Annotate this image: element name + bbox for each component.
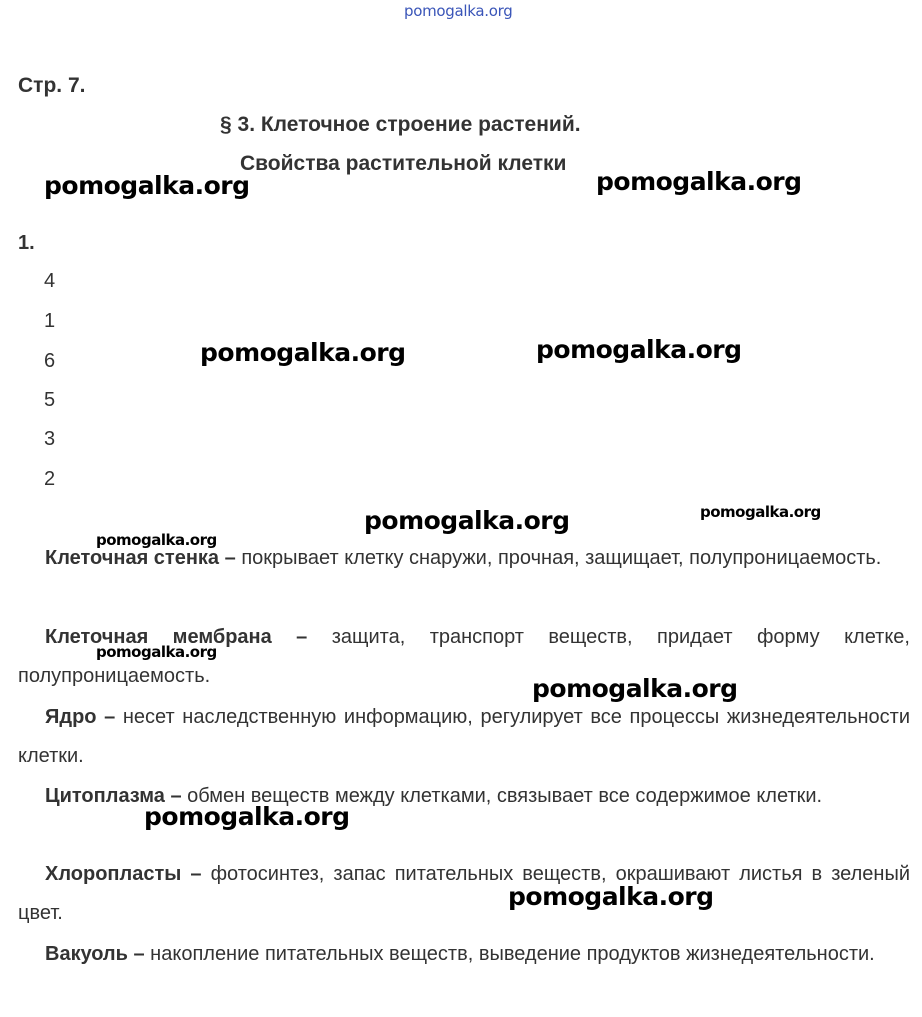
organelle-paragraph	[18, 698, 910, 776]
question-number: 1.	[18, 232, 35, 254]
term-separator: –	[164, 785, 188, 807]
answer-item: 4	[44, 270, 56, 292]
watermark: pomogalka.org	[536, 335, 742, 364]
organelle-description: накопление питательных веществ, выведение продуктов жизнедеятельности.	[150, 943, 875, 965]
site-url-header[interactable]: pomogalka.org	[404, 2, 513, 20]
watermark: pomogalka.org	[508, 882, 714, 911]
term-separator: –	[219, 547, 242, 569]
answer-item: 5	[44, 389, 56, 411]
watermark: pomogalka.org	[364, 506, 570, 535]
watermark: pomogalka.org	[44, 171, 250, 200]
organelle-term: Клеточная мембрана	[45, 626, 272, 648]
organelle-description: обмен веществ между клетками, связывает все содержимое клетки.	[187, 785, 823, 807]
section-title: § 3. Клеточное строение растений.	[220, 113, 581, 136]
organelle-description: покрывает клетку снаружи, прочная, защищает, полупроницаемость.	[241, 547, 882, 569]
watermark: pomogalka.org	[144, 802, 350, 831]
answer-item: 1	[44, 310, 56, 332]
watermark: pomogalka.org	[596, 167, 802, 196]
organelle-term: Клеточная стенка	[45, 547, 220, 569]
organelle-description: защита, транспорт веществ, придает форму клетке, полупроницаемость.	[18, 626, 910, 687]
watermark: pomogalka.org	[200, 338, 406, 367]
watermark: pomogalka.org	[96, 531, 217, 549]
watermark: pomogalka.org	[532, 674, 738, 703]
organelle-paragraph	[18, 855, 910, 933]
organelle-term: Цитоплазма	[45, 785, 165, 807]
answer-item: 3	[44, 428, 56, 450]
watermark: pomogalka.org	[96, 643, 217, 661]
organelle-term: Хлоропласты	[45, 863, 182, 885]
watermark: pomogalka.org	[700, 503, 821, 521]
organelle-description: несет наследственную информацию, регулирует все процессы жизнедеятельности клетки.	[18, 706, 910, 767]
answer-item: 2	[44, 468, 56, 490]
term-separator: –	[181, 863, 211, 885]
organelle-term: Ядро	[45, 706, 97, 728]
page-number: Стр. 7.	[18, 74, 86, 97]
term-separator: –	[127, 943, 151, 965]
term-separator: –	[96, 706, 123, 728]
section-subtitle: Свойства растительной клетки	[240, 152, 567, 175]
organelle-term: Вакуоль	[45, 943, 128, 965]
answer-item: 6	[44, 350, 56, 372]
organelle-paragraph	[18, 935, 910, 974]
organelle-description: фотосинтез, запас питательных веществ, окрашивают листья в зеленый цвет.	[18, 863, 910, 924]
term-separator: –	[271, 626, 332, 648]
